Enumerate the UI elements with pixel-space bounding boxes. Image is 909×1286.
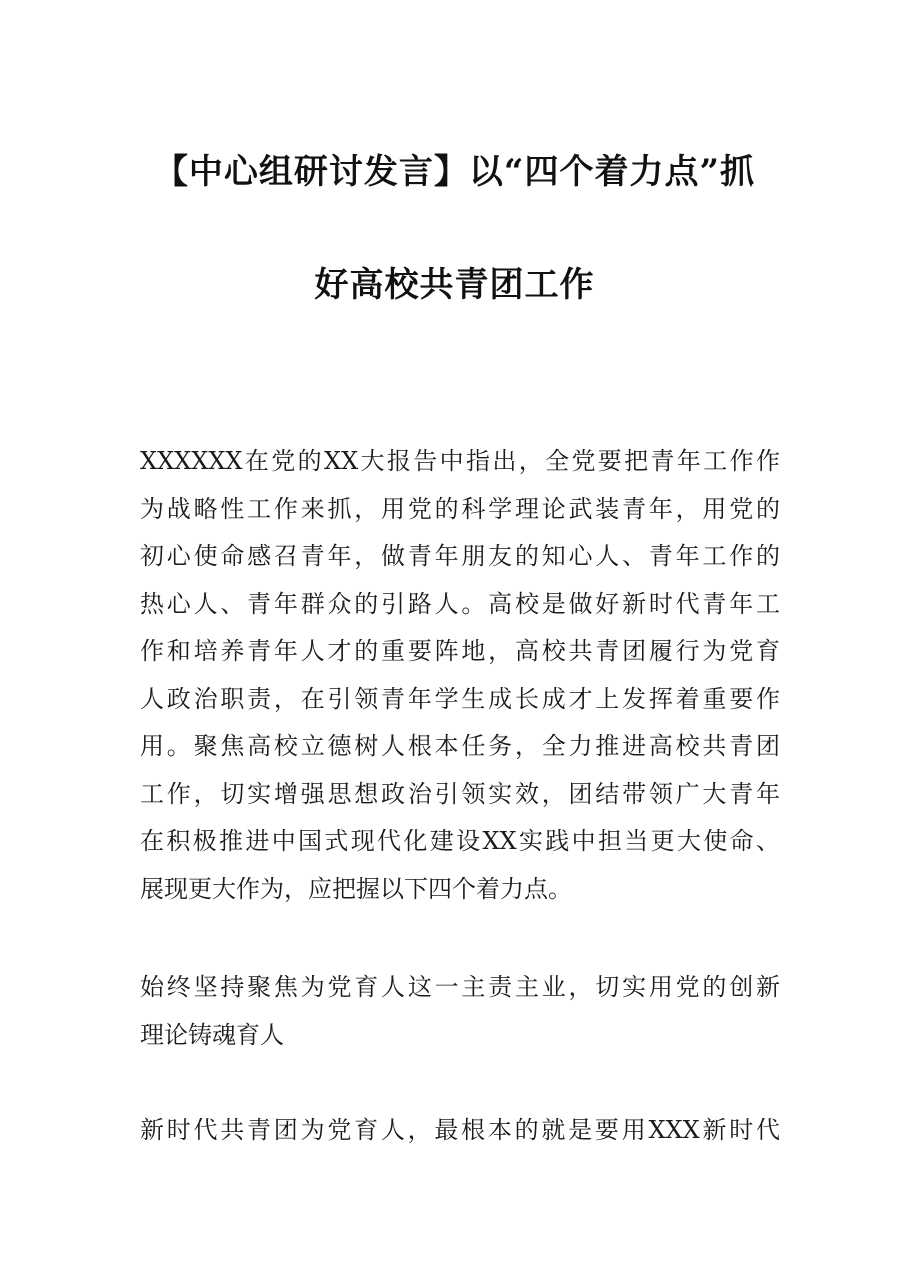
paragraph-line: 工作，切实增强思想政治引领实效，团结带领广大青年 <box>140 779 780 808</box>
document-title-line-2: 好高校共青团工作 <box>314 265 595 305</box>
paragraph-line: 人政治职责，在引领青年学生成长成才上发挥着重要作 <box>140 684 780 713</box>
intro-paragraph <box>140 438 780 913</box>
paragraph-line: 新时代共青团为党育人，最根本的就是要用XXX新时代 <box>140 1116 780 1144</box>
paragraph-line: 为战略性工作来抓，用党的科学理论武装青年，用党的 <box>140 494 780 523</box>
second-paragraph <box>140 1107 780 1155</box>
document-title-line-1: 【中心组研讨发言】以“四个着力点”抓 <box>153 152 756 192</box>
paragraph-line: 初心使命感召青年，做青年朋友的知心人、青年工作的 <box>140 542 780 570</box>
paragraph-line: 用。聚焦高校立德树人根本任务，全力推进高校共青团 <box>140 732 780 760</box>
paragraph-line: 热心人、青年群众的引路人。高校是做好新时代青年工 <box>140 589 780 618</box>
section-heading <box>140 964 780 1059</box>
paragraph-line: 在积极推进中国式现代化建设XX实践中担当更大使命、 <box>140 827 780 855</box>
heading-line: 理论铸魂育人 <box>140 1020 284 1049</box>
paragraph-line: XXXXXX在党的XX大报告中指出，全党要把青年工作作 <box>140 447 780 475</box>
paragraph-line: 展现更大作为，应把握以下四个着力点。 <box>140 874 572 903</box>
paragraph-line: 作和培养青年人才的重要阵地，高校共青团履行为党育 <box>140 637 780 665</box>
heading-line: 始终坚持聚焦为党育人这一主责主业，切实用党的创新 <box>140 973 780 1001</box>
